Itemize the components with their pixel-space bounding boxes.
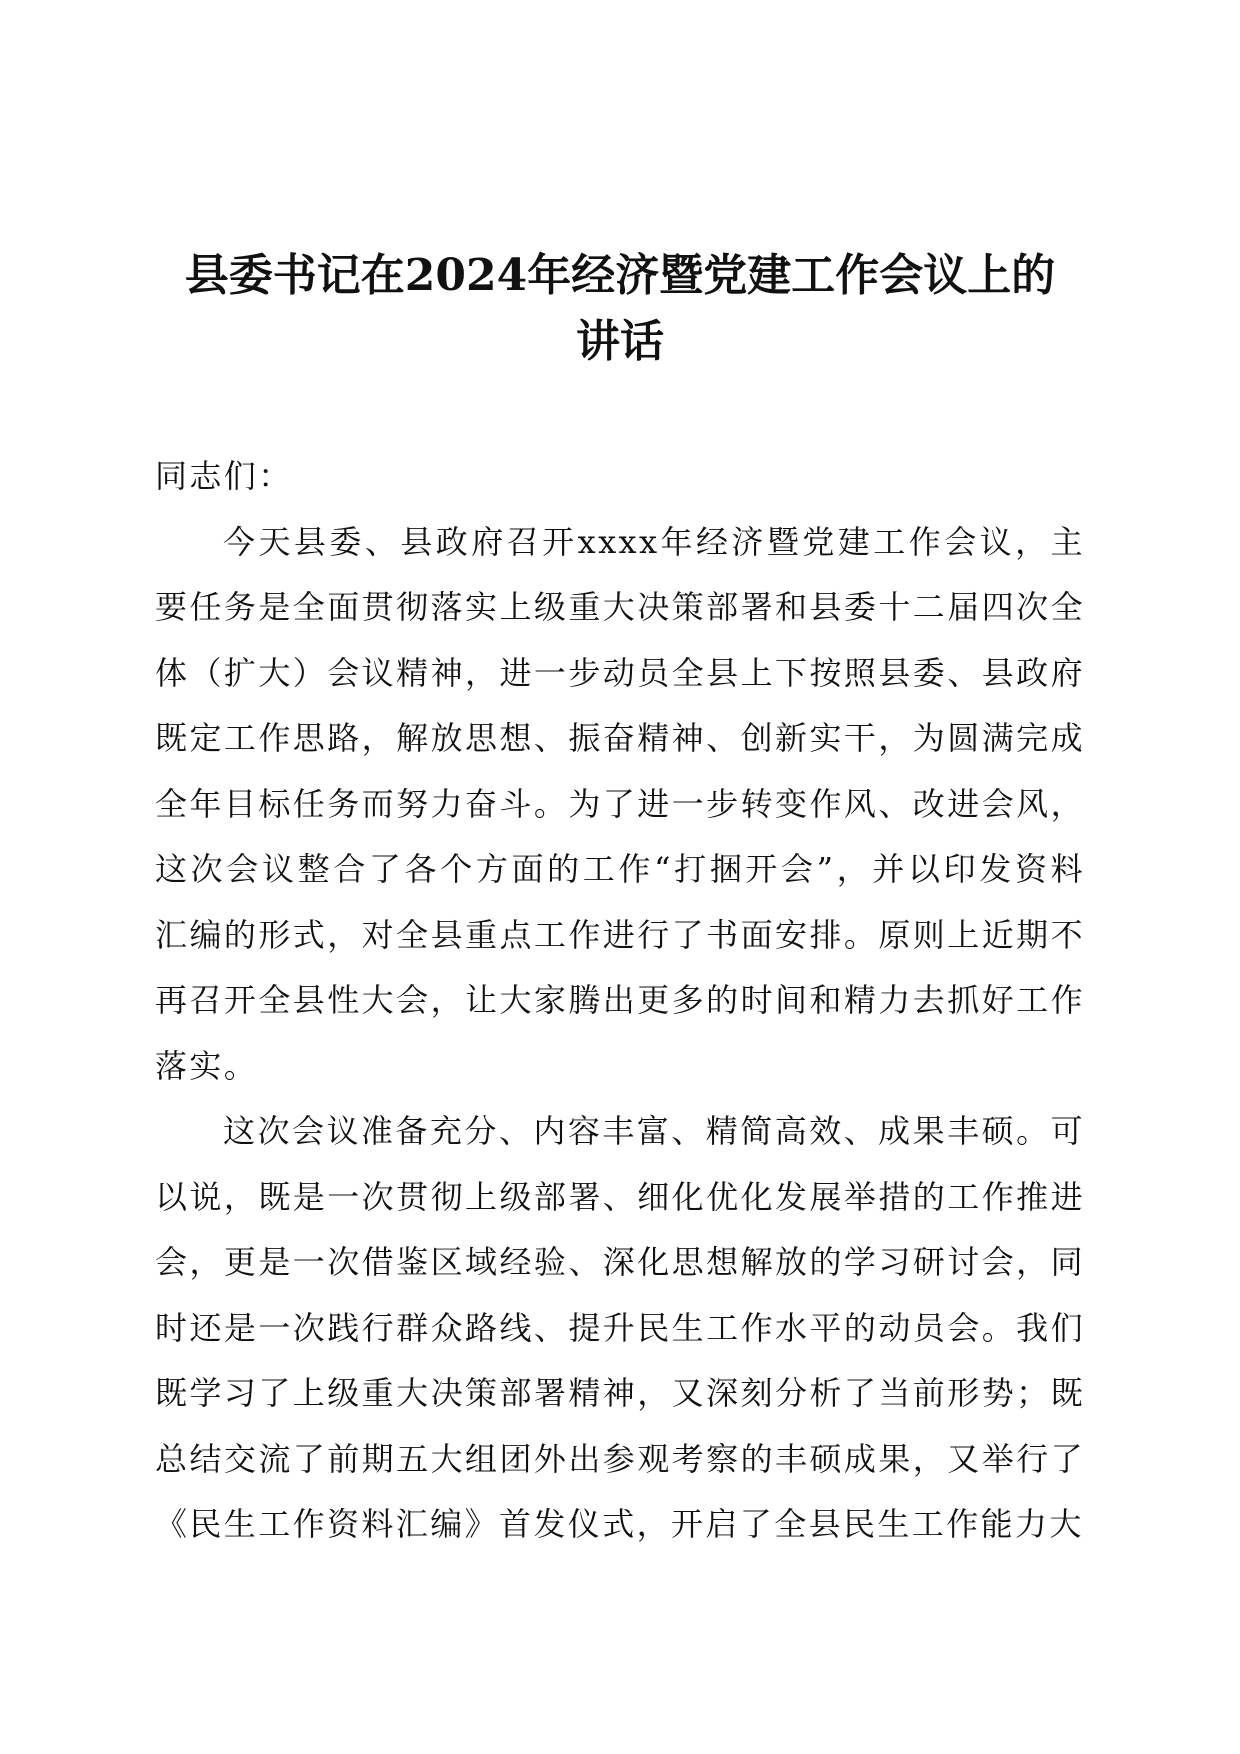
paragraph-2: 这次会议准备充分、内容丰富、精简高效、成果丰硕。可以说，既是一次贯彻上级部署、细化优化发展举措的工作推进会，更是一次借鉴区域经验、深化思想解放的学习研讨会，同时还是一次践行群众路线、提升民生工作水平的动员会。我们既学习了上级重大决策部署精神，又深刻分析了当前形势；既总结交流了前期五大组团外出参观考察的丰硕成果，又举行了《民生工作资料汇编》首发仪式，开启了全县民生工作能力大: [155, 1112, 1085, 1543]
document-body: [155, 444, 1085, 1558]
title-line-2: 讲话: [576, 316, 664, 367]
title-line-1: 县委书记在2024年经济暨党建工作会议上的: [184, 250, 1056, 301]
document-title: [150, 243, 1090, 375]
paragraph-1: 今天县委、县政府召开xxxx年经济暨党建工作会议，主要任务是全面贯彻落实上级重大决策部署和县委十二届四次全体（扩大）会议精神，进一步动员全县上下按照县委、县政府既定工作思路，解放思想、振奋精神、创新实干，为圆满完成全年目标任务而努力奋斗。为了进一步转变作风、改进会风，这次会议整合了各个方面的工作“打捆开会”，并以印发资料汇编的形式，对全县重点工作进行了书面安排。原则上近期不再召开全县性大会，让大家腾出更多的时间和精力去抓好工作落实。: [155, 522, 1085, 1085]
salutation: 同志们：: [155, 457, 293, 495]
